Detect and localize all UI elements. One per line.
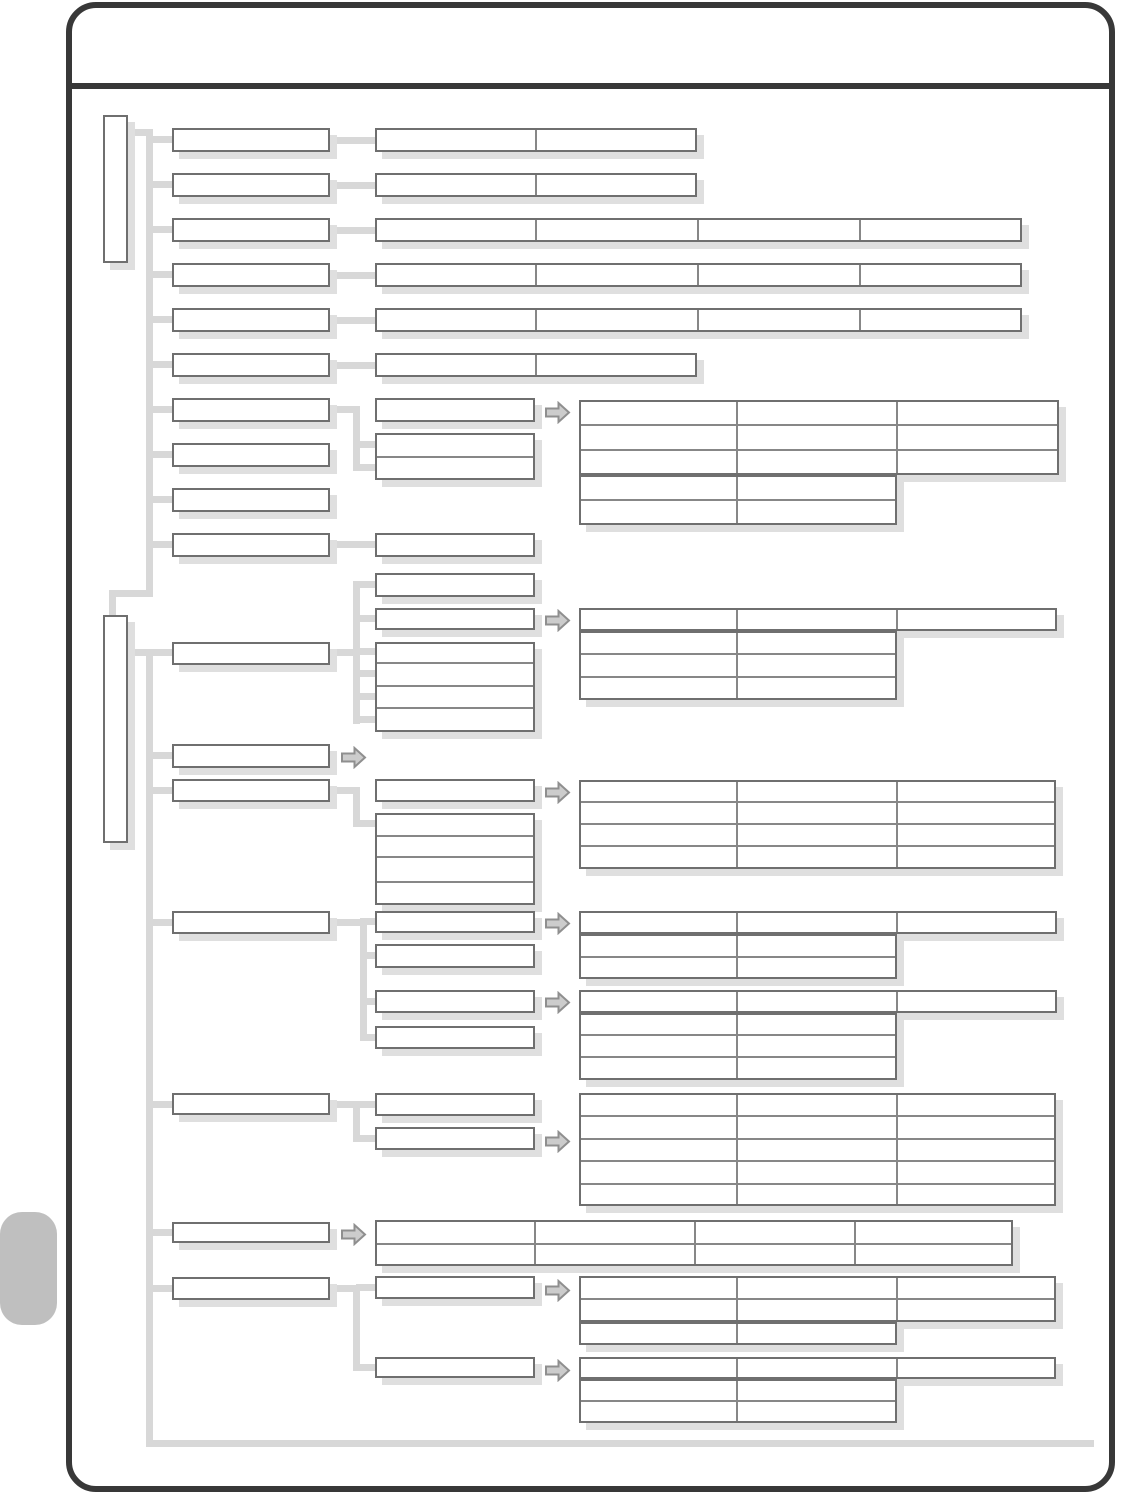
jump-arrow-icon bbox=[544, 781, 571, 804]
tree-connector-line bbox=[146, 1440, 1094, 1447]
table-outline bbox=[579, 911, 1057, 934]
menu-item-node bbox=[172, 1277, 330, 1300]
table-outline bbox=[579, 475, 897, 525]
menu-item-node bbox=[172, 911, 330, 934]
table-outline bbox=[579, 934, 897, 979]
tree-connector-line bbox=[146, 752, 172, 759]
tree-connector-line bbox=[146, 361, 172, 368]
submenu-node bbox=[375, 944, 535, 968]
tree-connector-line bbox=[353, 716, 375, 723]
tree-connector-line bbox=[360, 998, 375, 1005]
menu-item-node bbox=[172, 779, 330, 802]
table-outline bbox=[579, 1379, 897, 1423]
table-outline bbox=[375, 642, 535, 732]
submenu-node bbox=[375, 1276, 535, 1299]
tree-connector-line bbox=[360, 952, 375, 959]
submenu-node bbox=[375, 1093, 535, 1116]
submenu-node bbox=[375, 779, 535, 802]
table-outline bbox=[375, 173, 697, 197]
jump-arrow-icon bbox=[544, 991, 571, 1014]
tree-connector-line bbox=[146, 451, 172, 458]
table-outline bbox=[579, 990, 1057, 1013]
tree-connector-line bbox=[146, 226, 172, 233]
tree-connector-line bbox=[146, 1285, 172, 1292]
menu-item-node bbox=[172, 218, 330, 242]
table-outline bbox=[579, 1322, 897, 1345]
menu-item-node bbox=[172, 533, 330, 557]
tree-connector-line bbox=[360, 919, 367, 1041]
submenu-node bbox=[375, 911, 535, 933]
table-outline bbox=[579, 1093, 1056, 1206]
root-node bbox=[103, 115, 128, 263]
menu-item-node bbox=[172, 173, 330, 197]
tree-connector-line bbox=[146, 919, 172, 926]
menu-item-node bbox=[172, 488, 330, 512]
tree-connector-line bbox=[353, 581, 375, 588]
tree-connector-line bbox=[109, 590, 116, 617]
table-outline bbox=[579, 780, 1056, 869]
menu-item-node bbox=[172, 128, 330, 152]
tree-connector-line bbox=[353, 648, 375, 655]
table-outline bbox=[579, 608, 1057, 631]
table-outline bbox=[375, 813, 535, 905]
tree-connector-line bbox=[146, 181, 172, 188]
tree-connector-line bbox=[146, 496, 172, 503]
jump-arrow-icon bbox=[544, 1279, 571, 1302]
tree-connector-line bbox=[146, 136, 172, 143]
table-outline bbox=[579, 1276, 1056, 1322]
submenu-node bbox=[375, 1357, 535, 1378]
tree-connector-line bbox=[146, 541, 172, 548]
table-outline bbox=[375, 128, 697, 152]
menu-item-node bbox=[172, 398, 330, 422]
tree-connector-line bbox=[146, 406, 172, 413]
submenu-node bbox=[375, 1127, 535, 1150]
table-outline bbox=[579, 1357, 1056, 1379]
menu-item-node bbox=[172, 1222, 330, 1243]
tree-connector-line bbox=[353, 406, 360, 471]
tree-connector-line bbox=[146, 1229, 172, 1236]
submenu-node bbox=[375, 1026, 535, 1049]
tree-connector-line bbox=[146, 653, 153, 1447]
tree-connector-line bbox=[360, 918, 375, 925]
menu-item-node bbox=[172, 1093, 330, 1115]
menu-item-node bbox=[172, 353, 330, 377]
menu-item-node bbox=[172, 744, 330, 768]
submenu-node bbox=[375, 533, 535, 557]
table-outline bbox=[375, 218, 1022, 242]
menu-item-node bbox=[172, 642, 330, 665]
jump-arrow-icon bbox=[544, 1359, 571, 1382]
submenu-node bbox=[375, 398, 535, 422]
tree-connector-line bbox=[146, 271, 172, 278]
submenu-node bbox=[375, 608, 535, 630]
tree-connector-line bbox=[146, 787, 172, 794]
jump-arrow-icon bbox=[544, 609, 571, 632]
jump-arrow-icon bbox=[544, 401, 571, 424]
tree-connector-line bbox=[353, 615, 375, 622]
submenu-node bbox=[375, 990, 535, 1013]
tree-connector-line bbox=[353, 787, 360, 824]
jump-arrow-icon bbox=[544, 1130, 571, 1153]
table-outline bbox=[375, 1220, 1013, 1266]
table-outline bbox=[375, 353, 697, 377]
table-outline bbox=[375, 433, 535, 480]
table-outline bbox=[375, 263, 1022, 287]
tree-connector-line bbox=[356, 1284, 375, 1291]
tree-connector-line bbox=[353, 1285, 360, 1368]
tree-connector-line bbox=[353, 441, 375, 448]
tree-connector-line bbox=[356, 1101, 375, 1108]
menu-item-node bbox=[172, 443, 330, 467]
jump-arrow-icon bbox=[544, 912, 571, 935]
tree-connector-line bbox=[353, 1135, 375, 1142]
table-outline bbox=[579, 400, 1059, 475]
table-outline bbox=[579, 1013, 897, 1080]
menu-item-node bbox=[172, 263, 330, 287]
tree-connector-line bbox=[146, 1101, 172, 1108]
tree-connector-line bbox=[353, 820, 375, 827]
table-outline bbox=[375, 308, 1022, 332]
tree-connector-line bbox=[146, 316, 172, 323]
root-node bbox=[103, 615, 128, 843]
table-outline bbox=[579, 631, 897, 700]
tree-connector-line bbox=[353, 1364, 375, 1371]
jump-arrow-icon bbox=[340, 1223, 367, 1246]
tree-connector-line bbox=[353, 693, 375, 700]
menu-item-node bbox=[172, 308, 330, 332]
tree-connector-line bbox=[353, 464, 375, 471]
tree-connector-line bbox=[353, 670, 375, 677]
submenu-node bbox=[375, 573, 535, 597]
jump-arrow-icon bbox=[340, 746, 367, 769]
tree-connector-line bbox=[360, 1034, 375, 1041]
